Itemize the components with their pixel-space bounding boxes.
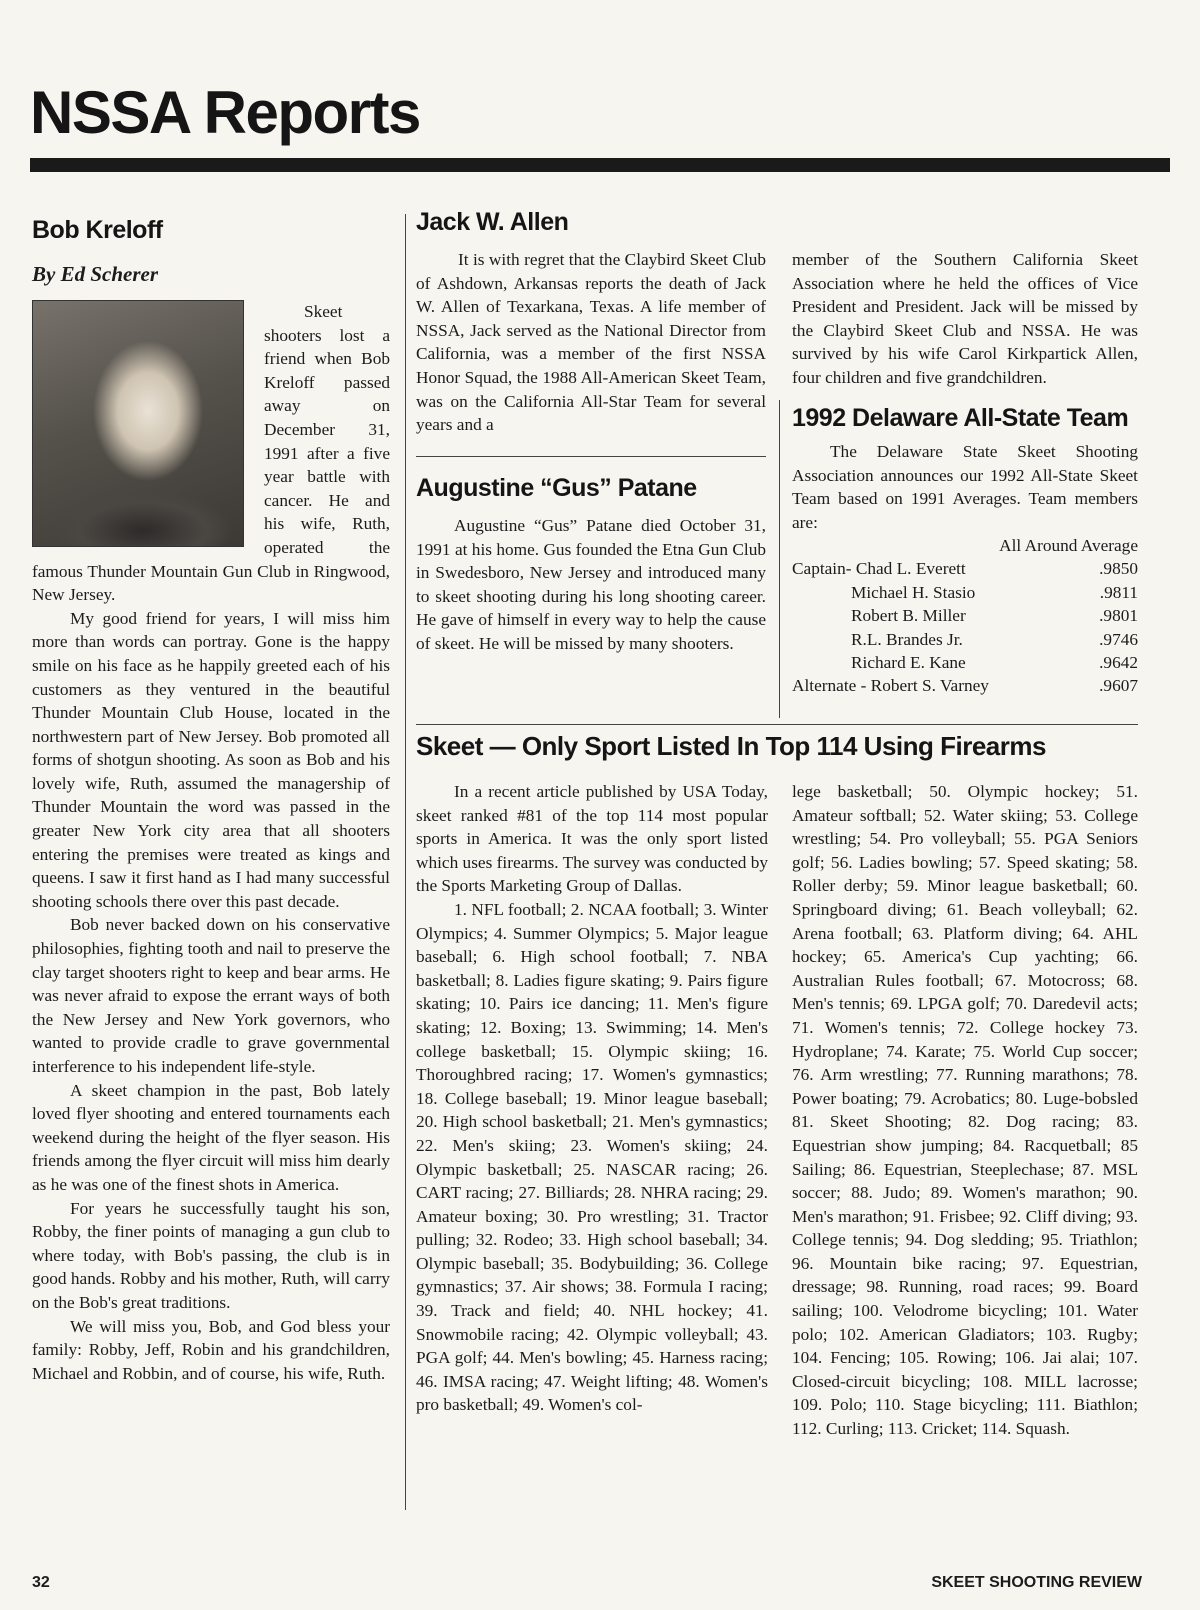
kreloff-portrait-photo bbox=[32, 300, 244, 547]
table-row bbox=[792, 651, 1138, 674]
member-name: Richard E. Kane bbox=[851, 653, 966, 673]
delaware-intro bbox=[792, 440, 1138, 534]
kreloff-heading: Bob Kreloff bbox=[32, 216, 163, 244]
skeet-text-col2 bbox=[792, 780, 1138, 1441]
skeet-text-col1 bbox=[416, 780, 768, 1417]
patane-text bbox=[416, 514, 766, 656]
member-average: .9811 bbox=[1099, 582, 1138, 602]
allen-text-col2 bbox=[792, 248, 1138, 390]
allen-text-col1 bbox=[416, 248, 766, 437]
table-row bbox=[792, 581, 1138, 604]
member-average: .9642 bbox=[1099, 653, 1138, 673]
table-row bbox=[792, 557, 1138, 580]
allen-paragraph: It is with regret that the Claybird Skeet Club of Ashdown, Arkansas reports the death of Jack W. Allen of Texarkana, Texas. A life member of NSSA, Jack served as the National Director from California, was a member of the first NSSA Honor Squad, the 1988 All-American Skeet Team, was on the California All-Star Team for several years and a bbox=[416, 250, 766, 435]
delaware-team-table bbox=[792, 534, 1138, 698]
kreloff-article bbox=[32, 300, 390, 1385]
table-row bbox=[792, 674, 1138, 697]
publication-name: SKEET SHOOTING REVIEW bbox=[931, 1574, 1142, 1591]
kreloff-paragraph: A skeet champion in the past, Bob lately loved flyer shooting and entered tournaments each weekend during the height of the flyer season. His friends among the flyer circuit will miss him dearly as he was one of the finest shots in America. bbox=[32, 1080, 390, 1194]
member-name: Alternate - Robert S. Varney bbox=[792, 676, 989, 696]
table-row bbox=[792, 604, 1138, 627]
column-divider bbox=[405, 214, 406, 1510]
member-average: .9850 bbox=[1099, 559, 1138, 579]
kreloff-paragraph: Skeet shooters lost a friend when Bob Kreloff passed away on December 31, 1991 after a five year battle with cancer. He and his wife, Ruth, operated the famous Thunder Mountain Gun Club in Ringwood, New Jersey. bbox=[32, 302, 390, 605]
table-header-row bbox=[792, 534, 1138, 557]
member-name: Michael H. Stasio bbox=[851, 582, 976, 602]
skeet-heading: Skeet — Only Sport Listed In Top 114 Using Firearms bbox=[416, 731, 1046, 761]
kreloff-paragraph: For years he successfully taught his son, Robby, the finer points of managing a gun club to where today, with Bob's passing, the club is in good hands. Robby and his mother, Ruth, will carry on the Bob's great traditions. bbox=[32, 1198, 390, 1312]
member-name: Captain- Chad L. Everett bbox=[792, 559, 966, 579]
kreloff-paragraph: Bob never backed down on his conservative philosophies, fighting tooth and nail to preserve the clay target shooters right to keep and bear arms. He was never afraid to expose the errant ways of both the New Jersey and New York governors, who wanted to provide cradle to grave governmental interference to his independent life-style. bbox=[32, 915, 390, 1076]
page-number: 32 bbox=[32, 1574, 50, 1591]
section-rule bbox=[416, 724, 1138, 725]
kreloff-byline: By Ed Scherer bbox=[32, 262, 158, 286]
member-average: .9746 bbox=[1099, 629, 1138, 649]
member-average: .9607 bbox=[1099, 676, 1138, 696]
delaware-intro-text: The Delaware State Skeet Shooting Association announces our 1992 All-State Skeet Team based on 1991 Averages. Team members are: bbox=[792, 442, 1138, 532]
skeet-ranking-list: 1. NFL football; 2. NCAA football; 3. Winter Olympics; 4. Summer Olympics; 5. Major league baseball; 6. High school football; 7. NBA basketball; 8. Ladies figure skating; 9. Pairs figure skating; 10. Pairs ice dancing; 11. Men's figure skating; 12. Boxing; 13. Swimming; 14. Men's college basketball; 15. Olympic skiing; 16. Thoroughbred racing; 17. Women's gymnastics; 18. College baseball; 19. Minor league baseball; 20. High school basketball; 21. Men's gymnastics; 22. Men's skiing; 23. Women's skiing; 24. Olympic basketball; 25. NASCAR racing; 26. CART racing; 27. Billiards; 28. NHRA racing; 29. Amateur boxing; 30. Pro wrestling; 31. Tractor pulling; 32. Rodeo; 33. High school baseball; 34. Olympic baseball; 35. Bodybuilding; 36. College gymnastics; 37. Air shows; 38. Formula I racing; 39. Track and field; 40. NHL hockey; 41. Snowmobile racing; 42. Olympic volleyball; 43. PGA golf; 44. Men's bowling; 45. Harness racing; 46. IMSA racing; 47. Weight lifting; 48. Women's pro basketball; 49. Women's col- bbox=[416, 899, 768, 1415]
allen-paragraph-cont: member of the Southern California Skeet Association where he held the offices of Vice President and President. Jack will be missed by the Claybird Skeet Club and NSSA. He was survived by his wife Carol Kirkpartick Allen, four children and five grandchildren. bbox=[792, 250, 1138, 387]
column-divider bbox=[779, 400, 780, 718]
patane-paragraph: Augustine “Gus” Patane died October 31, 1991 at his home. Gus founded the Etna Gun Club in Swedesboro, New Jersey and introduced many to skeet shooting during his long shooting career. He gave of himself in every way to help the cause of skeet. He will be missed by many shooters. bbox=[416, 516, 766, 653]
page-title: NSSA Reports bbox=[30, 79, 420, 146]
allen-heading: Jack W. Allen bbox=[416, 208, 569, 236]
header-rule bbox=[30, 158, 1170, 172]
member-name: R.L. Brandes Jr. bbox=[851, 629, 963, 649]
kreloff-paragraph: We will miss you, Bob, and God bless your family: Robby, Jeff, Robin and his grandchildren, Michael and Robbin, and of course, his wife, Ruth. bbox=[32, 1316, 390, 1383]
member-name: Robert B. Miller bbox=[851, 606, 966, 626]
member-average: .9801 bbox=[1099, 606, 1138, 626]
patane-heading: Augustine “Gus” Patane bbox=[416, 474, 697, 502]
kreloff-paragraph: My good friend for years, I will miss him more than words can portray. Gone is the happy smile on his face as he happily greeted each of his customers as they ventured in the beautiful Thunder Mountain Club House, located in the northwestern part of New Jersey. Bob promoted all forms of shotgun shooting. As soon as Bob and his lovely wife, Ruth, assumed the managership of Thunder Mountain the word was passed in the greater New York city area that all shooters entering the premises were treated as kings and queens. I saw it first hand as I had many successful shooting schools there over this past decade. bbox=[32, 608, 390, 911]
skeet-ranking-list-cont: lege basketball; 50. Olympic hockey; 51. Amateur softball; 52. Water skiing; 53. College wrestling; 54. Pro volleyball; 55. PGA Seniors golf; 56. Ladies bowling; 57. Speed skating; 58. Roller derby; 59. Minor league basketball; 60. Springboard diving; 61. Beach volleyball; 62. Arena football; 63. Platform diving; 64. AHL hockey; 65. America's Cup yachting; 66. Australian Rules football; 67. Motocross; 68. Men's tennis; 69. LPGA golf; 70. Daredevil acts; 71. Women's tennis; 72. College hockey 73. Hydroplane; 74. Karate; 75. World Cup soccer; 76. Arm wrestling; 77. Running marathons; 78. Power boating; 79. Acrobatics; 80. Luge-bobsled 81. Skeet Shooting; 82. Dog racing; 83. Equestrian show jumping; 84. Racquetball; 85 Sailing; 86. Equestrian, Steeplechase; 87. MSL soccer; 88. Judo; 89. Women's marathon; 90. Men's marathon; 91. Frisbee; 92. Cliff diving; 93. College tennis; 94. Dog sledding; 95. Triathlon; 96. Mountain bike racing; 97. Equestrian, dressage; 98. Running, road races; 99. Board sailing; 100. Velodrome bicycling; 101. Water polo; 102. American Gladiators; 103. Rugby; 104. Fencing; 105. Rowing; 106. Jai alai; 107. Closed-circuit bicycling; 108. MILL lacrosse; 109. Polo; 110. Stage bicycling; 111. Biathlon; 112. Curling; 113. Cricket; 114. Squash. bbox=[792, 782, 1138, 1439]
delaware-heading: 1992 Delaware All-State Team bbox=[792, 404, 1129, 432]
section-rule bbox=[416, 456, 766, 457]
table-row bbox=[792, 628, 1138, 651]
average-column-header: All Around Average bbox=[999, 536, 1138, 555]
skeet-intro-paragraph: In a recent article published by USA Today, skeet ranked #81 of the top 114 most popular sports in America. It was the only sport listed which uses firearms. The survey was conducted by the Sports Marketing Group of Dallas. bbox=[416, 782, 768, 896]
